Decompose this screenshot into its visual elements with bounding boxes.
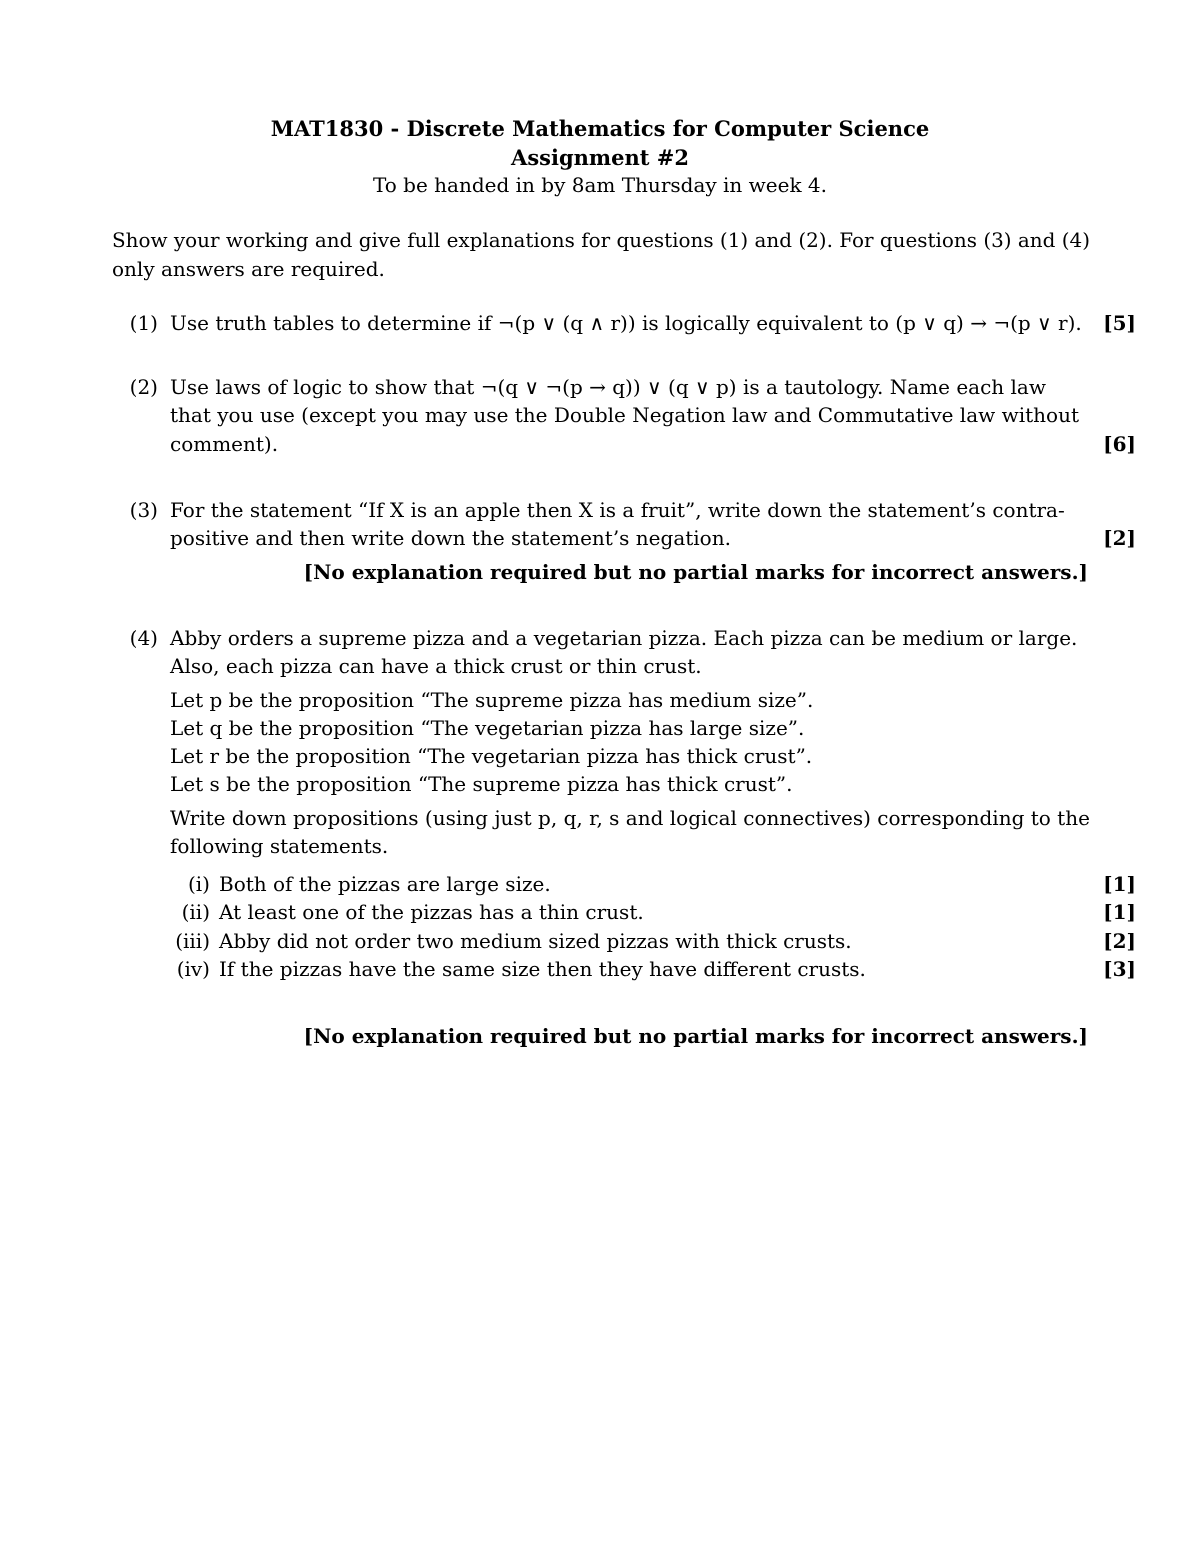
q4-part-i-marks: [1]	[1103, 872, 1136, 896]
due-date: To be handed in by 8am Thursday in week 4.	[372, 173, 828, 197]
q4-note: [No explanation required but no partial marks for incorrect answers.]	[303, 1024, 1088, 1048]
q4-prop-p: Let p be the proposition “The supreme pizza has medium size”.	[170, 688, 814, 712]
q4-prop-r: Let r be the proposition “The vegetarian pizza has thick crust”.	[170, 744, 813, 768]
q4-part-iii-label: (iii)	[175, 929, 210, 953]
q4-part-iv-text: If the pizzas have the same size then they have different crusts.	[219, 957, 866, 981]
q2-line-2: that you use (except you may use the Double Negation law and Commutative law without	[170, 403, 1079, 427]
q2-marks: [6]	[1103, 432, 1136, 456]
q4-part-iv-label: (iv)	[176, 957, 210, 981]
q4-part-iv-marks: [3]	[1103, 957, 1136, 981]
assignment-title: Assignment #2	[511, 145, 689, 170]
q1-marks: [5]	[1103, 311, 1136, 335]
q1-number: (1)	[129, 311, 158, 335]
q4-number: (4)	[129, 626, 158, 650]
q1-text: Use truth tables to determine if ¬(p ∨ (q ∧ r)) is logically equivalent to (p ∨ q) → ¬(p ∨ r).	[170, 311, 1082, 335]
q3-number: (3)	[129, 498, 158, 522]
q2-line-3: comment).	[170, 432, 279, 456]
q4-part-i-text: Both of the pizzas are large size.	[219, 872, 551, 896]
q2-number: (2)	[129, 375, 158, 399]
q4-write-line-1: Write down propositions (using just p, q, r, s and logical connectives) corresponding to the	[170, 806, 1090, 830]
instructions-line-2: only answers are required.	[112, 257, 385, 281]
q4-part-ii-text: At least one of the pizzas has a thin crust.	[219, 900, 644, 924]
q2-line-1: Use laws of logic to show that ¬(q ∨ ¬(p → q)) ∨ (q ∨ p) is a tautology. Name each law	[170, 375, 1046, 399]
instructions-line-1: Show your working and give full explanations for questions (1) and (2). For questions (3) and (4)	[112, 228, 1090, 252]
q4-part-ii-label: (ii)	[181, 900, 210, 924]
q4-prop-q: Let q be the proposition “The vegetarian pizza has large size”.	[170, 716, 805, 740]
q3-note: [No explanation required but no partial marks for incorrect answers.]	[303, 560, 1088, 584]
q3-marks: [2]	[1103, 526, 1136, 550]
q4-line-2: Also, each pizza can have a thick crust or thin crust.	[170, 654, 702, 678]
q4-write-line-2: following statements.	[170, 834, 389, 858]
q4-part-i-label: (i)	[187, 872, 210, 896]
q4-part-ii-marks: [1]	[1103, 900, 1136, 924]
q4-part-iii-marks: [2]	[1103, 929, 1136, 953]
q4-prop-s: Let s be the proposition “The supreme pizza has thick crust”.	[170, 772, 793, 796]
q3-line-1: For the statement “If X is an apple then X is a fruit”, write down the statement’s contra-	[170, 498, 1065, 522]
q4-line-1: Abby orders a supreme pizza and a vegetarian pizza. Each pizza can be medium or large.	[170, 626, 1078, 650]
course-title: MAT1830 - Discrete Mathematics for Computer Science	[270, 116, 930, 141]
q3-line-2: positive and then write down the statement’s negation.	[170, 526, 731, 550]
q4-part-iii-text: Abby did not order two medium sized pizzas with thick crusts.	[219, 929, 852, 953]
